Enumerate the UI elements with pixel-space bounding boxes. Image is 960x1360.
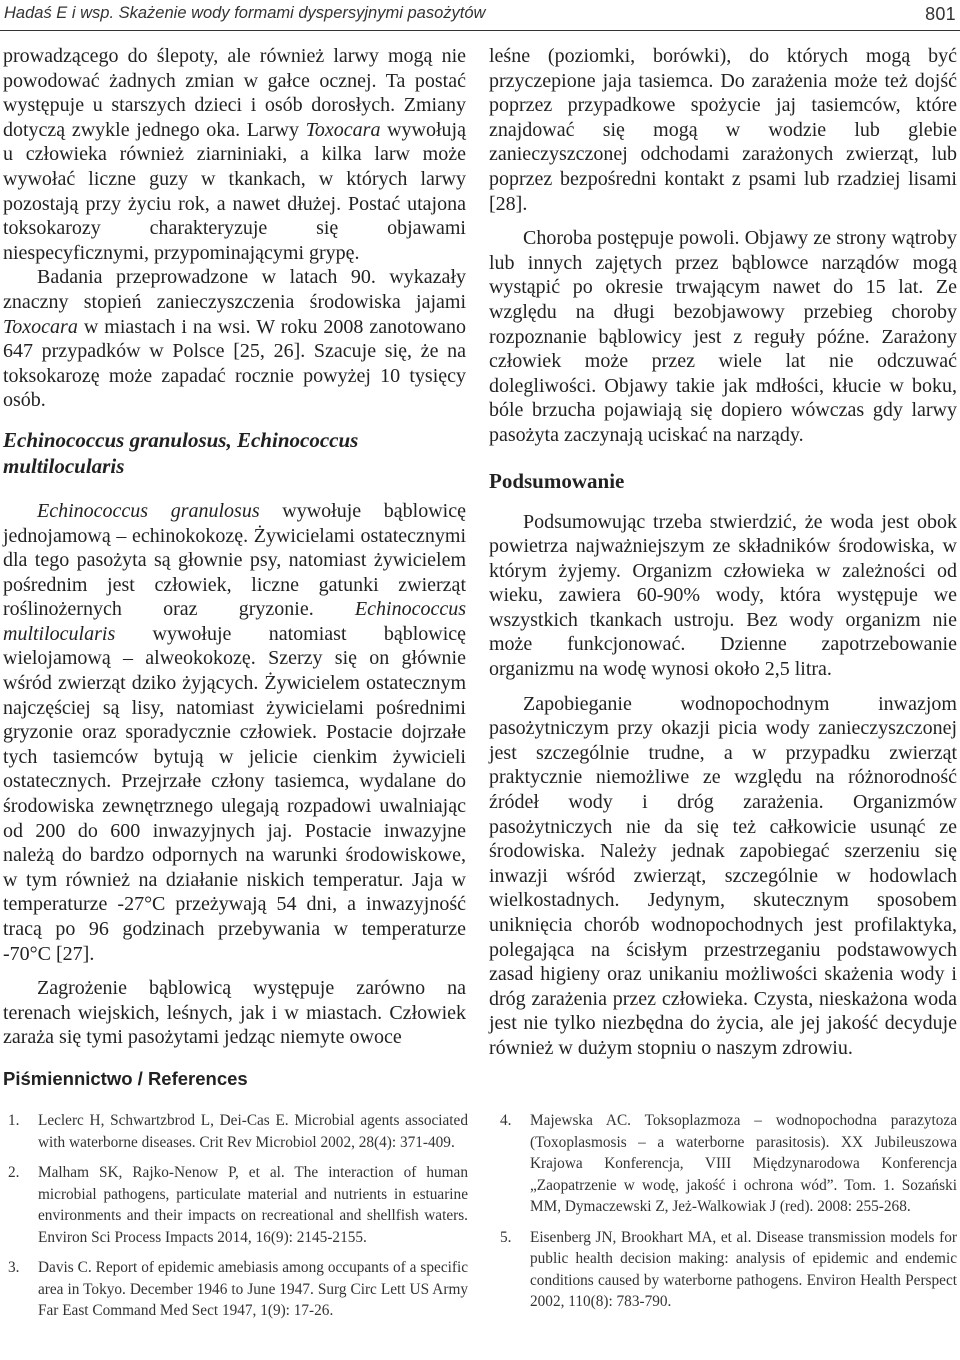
reference-number: 2. [8,1164,20,1181]
text-run: Badania przeprowadzone w latach 90. wykazały znaczny stopień zanieczyszczenia środowiska jajami [3,266,466,313]
reference-text: Malham SK, Rajko-Nenow P, et al. The interaction of human microbial pathogens, particulate material and nutrients in estuarine environments and their impacts on recreational and shellfish waters. Environ Sci Process Impacts 2014, 16(9): 2145-2155. [38,1164,468,1246]
species-name-granulosus: Echinococcus granulosus [37,499,260,522]
text-run: w miastach i na wsi. W roku 2008 zanotowano 647 przypadków w Polsce [25, 26]. Szacuje się, że na toksokarozę może zapadać rocznie powyżej 10 tysięcy osób. [3,315,466,412]
reference-number: 4. [500,1112,512,1129]
right-column [489,44,957,1061]
references-list-left [8,1110,468,1331]
left-paragraph-1 [3,44,466,265]
page-number: 801 [925,4,956,24]
left-paragraph-2 [3,265,466,413]
reference-text: Leclerc H, Schwartzbrod L, Dei-Cas E. Microbial agents associated with waterborne diseases. Crit Rev Microbiol 2002, 28(4): 371-409. [38,1112,468,1151]
references-title: Piśmiennictwo / References [3,1068,248,1089]
left-paragraph-4: Zagrożenie bąblowicą występuje zarówno na terenach wiejskich, leśnych, jak i w miastach. Człowiek zaraża się tymi pasożytami jedząc niemyte owoce [3,977,466,1049]
right-paragraph-1: leśne (poziomki, borówki), do których mogą być przyczepione jaja tasiemca. Do zarażenia może też dojść poprzez przypadkowe spożycie jaj tasiemców, które znajdować się mogą w wodzie lub glebie zanieczyszczonej odchodami zarażonych zwierząt, lub poprzez bezpośredni kontakt z psami lub rzadziej lisami [28]. [489,45,957,215]
reference-text: Eisenberg JN, Brookhart MA, et al. Disease transmission models for public health decision making: analysis of epidemic and endemic conditions caused by waterborne pathogens. Environ Health Perspect 2002, 110(8): 783-790. [530,1228,957,1310]
reference-number: 3. [8,1259,20,1276]
reference-number: 1. [8,1112,20,1129]
left-column [3,44,466,1050]
running-header [4,4,956,30]
reference-item [8,1110,468,1153]
header-rule [0,30,960,31]
section-heading-echinococcus: Echinococcus granulosus, Echinococcus multilocularis [3,427,359,478]
text-run: wywołuje natomiast bąblowicę wielojamową – alweokokozę. Szerzy się on głównie wśród zwierząt dziko żyjących. Żywicielem ostatecznym najczęściej są lisy, natomiast żywicielami pośrednimi gryzonie oraz sporadycznie człowiek. Postacie dojrzałe tych tasiemców bytują w jelicie cienkim żywicieli ostatecznych. Przejrzałe człony tasiemca, wydalane do środowiska zewnętrznego ulegają rozpadowi uwalniając od 200 do 600 inwazyjnych jaj. Postacie inwazyjne należą do bardzo odpornych na warunki środowiskowe, w tym również na działanie niskich temperatur. Jaja w temperaturze -27°C przeżywają 54 dni, a inwazyjność tracą po 96 godzinach przebywania w temperaturze -70°C [27]. [3,622,466,965]
reference-item [500,1110,957,1218]
text-run: wywołuje bąblowicę jednojamową – echinokokozę. Żywicielami ostatecznymi dla tego pasożyta są głownie psy, natomiast żywicielem pośrednim jest człowiek, liczne gatunki zwierząt roślinożernych oraz gryzonie. [3,499,466,621]
reference-item [8,1162,468,1248]
right-paragraph-4: Zapobieganie wodnopochodnym inwazjom pasożytniczym przy okazji picia wody zanieczyszczonej jest szczególnie trudne, a w przypadku zwierząt praktycznie niemożliwe ze względu na różnorodność źródeł wody i dróg zarażenia. Organizmów pasożytniczych nie da się też całkowicie usunąć ze środowiska. Należy jednak zapobiegać szerzeniu się inwazji wśród zwierząt, szczególnie w hodowlach wielkostadnych. Jedynym, skutecznym sposobem uniknięcia chorób wodnopochodnych jest profilaktyka, polegająca na ścisłym przestrzeganiu podstawowych zasad higieny oraz unikaniu możliwości skażenia wody i dróg zarażenia przez człowieka. Czysta, nieskażona woda jest nie tylko niezbędna do życia, ale jej jakość decyduje również w dużym stopniu o naszym zdrowiu. [489,692,957,1059]
species-name-toxocara: Toxocara [305,118,381,141]
left-paragraph-3 [3,499,466,966]
right-paragraph-3: Podsumowując trzeba stwierdzić, że woda jest obok powietrza najważniejszym ze składników środowiska, w którym żyjemy. Organizm człowieka w zależności od wieku, zawiera 60-90% wody, która występuje we wszystkich tkankach ustroju. Bez wody organizm nie może funkcjonować. Dzienne zapotrzebowanie organizmu na wodę wynosi około 2,5 litra. [489,510,957,681]
right-paragraph-2: Choroba postępuje powoli. Objawy ze strony wątroby lub innych zajętych przez bąblowce narządów mogą wystąpić po okresie trwającym nawet do 15 lat. Ze względu na długi bezobjawowy przebieg choroby rozpoznanie bąblowicy jest z reguły późne. Zarażony człowiek może przez wiele lat nie odczuwać dolegliwości. Objawy takie jak mdłości, kłucie w boku, bóle brzucha pojawiają się dopiero wówczas gdy larwy pasożyta zaczynają uciskać na narządy. [489,227,957,446]
reference-text: Majewska AC. Toksoplazmoza – wodnopochodna parazytoza (Toxoplasmosis – a waterborne parasitosis). XX Jubileuszowa Krajowa Konferencja, VIII Międzynarodowa Konferencja „Zaopatrzenie w wodę, jakość i ochrona wód”. Tom. 1. Sozański MM, Dymaczewski Z, Jeż-Walkowiak J (red). 2008: 255-268. [530,1112,957,1215]
reference-number: 5. [500,1228,512,1246]
species-name-toxocara: Toxocara [3,315,78,338]
text-run: prowadzącego do ślepoty, ale również larwy mogą nie powodować żadnych zmian w gałce ocznej. Ta postać występuje u starszych dzieci i osób dorosłych. Zmiany dotyczą zwykle jednego oka. Larwy [3,45,466,141]
section-heading-summary: Podsumowanie [489,468,625,493]
reference-text: Davis C. Report of epidemic amebiasis among occupants of a specific area in Tokyo. December 1946 to June 1947. Surg Circ Lett US Army Far East Command Med Sect 1947, 1(9): 17-26. [38,1259,468,1319]
reference-item [500,1227,957,1313]
running-title: Hadaś E i wsp. Skażenie wody formami dyspersyjnymi pasożytów [4,4,486,22]
species-name-multilocularis: Echinococcus multilocularis [3,598,466,645]
text-run: wywołują u człowieka również ziarniniaki, a kilka larw może wywołać liczne guzy w tkankach, w których larwy pozostają przy życiu rok, a nawet dłużej. Postać utajona toksokarozy charakteryzuje się objawami niespecyficznymi, przypominającymi grypę. [3,118,466,264]
references-list-right [500,1110,957,1322]
reference-item [8,1257,468,1322]
